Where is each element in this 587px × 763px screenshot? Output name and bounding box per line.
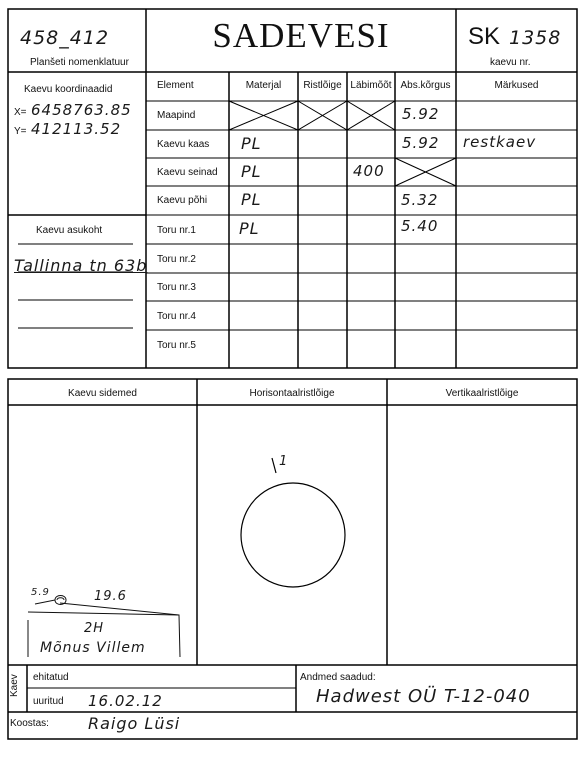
sk-prefix: SK: [468, 23, 501, 50]
row-toru-1: Toru nr.1: [157, 225, 196, 236]
row-toru-2: Toru nr.2: [157, 254, 196, 265]
header-abs-korgus: Abs.kõrgus: [400, 80, 451, 91]
row-toru-3: Toru nr.3: [157, 282, 196, 293]
row-kaevu-seinad: Kaevu seinad: [157, 167, 218, 178]
uuritud-value: 16.02.12: [88, 692, 163, 710]
markused-kaas: restkaev: [463, 133, 537, 151]
labimoot-seinad: 400: [353, 162, 385, 180]
header-markused: Märkused: [494, 80, 539, 91]
abs-toru-1: 5.40: [401, 217, 439, 235]
sk-number: 1358: [509, 27, 562, 49]
coordinates-label: Kaevu koordinaadid: [24, 84, 113, 95]
manhole-circle: [241, 483, 345, 587]
x-coordinate: 6458763.85: [31, 101, 132, 119]
andmed-label: Andmed saadud:: [300, 672, 376, 683]
row-kaevu-kaas: Kaevu kaas: [157, 139, 210, 150]
materjal-pohi: PL: [241, 190, 262, 209]
y-coordinate: 412113.52: [31, 120, 122, 138]
x-prefix: X=: [14, 107, 27, 118]
materjal-seinad: PL: [241, 162, 262, 181]
y-prefix: Y=: [14, 126, 27, 137]
pipe-mark: [272, 458, 276, 473]
distance-right: 19.6: [94, 589, 127, 604]
abs-kaas: 5.92: [402, 134, 440, 152]
vertical-label: Vertikaalristlõige: [445, 388, 519, 399]
ehitatud-label: ehitatud: [33, 672, 69, 683]
nomenclature-value: 458_412: [20, 27, 110, 49]
location-label: Kaevu asukoht: [36, 225, 103, 236]
sidemed-label: Kaevu sidemed: [68, 388, 137, 399]
andmed-value: Hadwest OÜ T-12-040: [316, 686, 531, 707]
koostas-value: Raigo Lüsi: [88, 714, 181, 733]
header-element: Element: [157, 80, 194, 91]
page-title: SADEVESI: [212, 16, 390, 55]
abs-maapind: 5.92: [402, 105, 440, 123]
location-value: Tallinna tn 63b: [14, 256, 148, 275]
building-name: Mõnus Villem: [40, 640, 146, 656]
materjal-kaas: PL: [241, 134, 262, 153]
uuritud-label: uuritud: [33, 696, 64, 707]
building-number: 2H: [84, 621, 105, 636]
row-toru-4: Toru nr.4: [157, 311, 196, 322]
row-toru-5: Toru nr.5: [157, 340, 196, 351]
distance-left: 5.9: [31, 587, 50, 598]
header-labimoot: Läbimõõt: [350, 80, 392, 91]
well-number-label: kaevu nr.: [490, 57, 531, 68]
row-maapind: Maapind: [157, 110, 196, 121]
horizontal-label: Horisontaalristlõige: [249, 388, 335, 399]
koostas-label: Koostas:: [10, 718, 49, 729]
kaev-label: Kaev: [9, 674, 20, 697]
materjal-toru-1: PL: [239, 219, 260, 238]
header-ristloige: Ristlõige: [303, 80, 342, 91]
nomenclature-label: Planšeti nomenklatuur: [30, 57, 129, 68]
row-kaevu-pohi: Kaevu põhi: [157, 195, 208, 206]
header-materjal: Materjal: [245, 80, 282, 91]
pipe-number: 1: [279, 454, 289, 469]
abs-pohi: 5.32: [401, 191, 439, 209]
